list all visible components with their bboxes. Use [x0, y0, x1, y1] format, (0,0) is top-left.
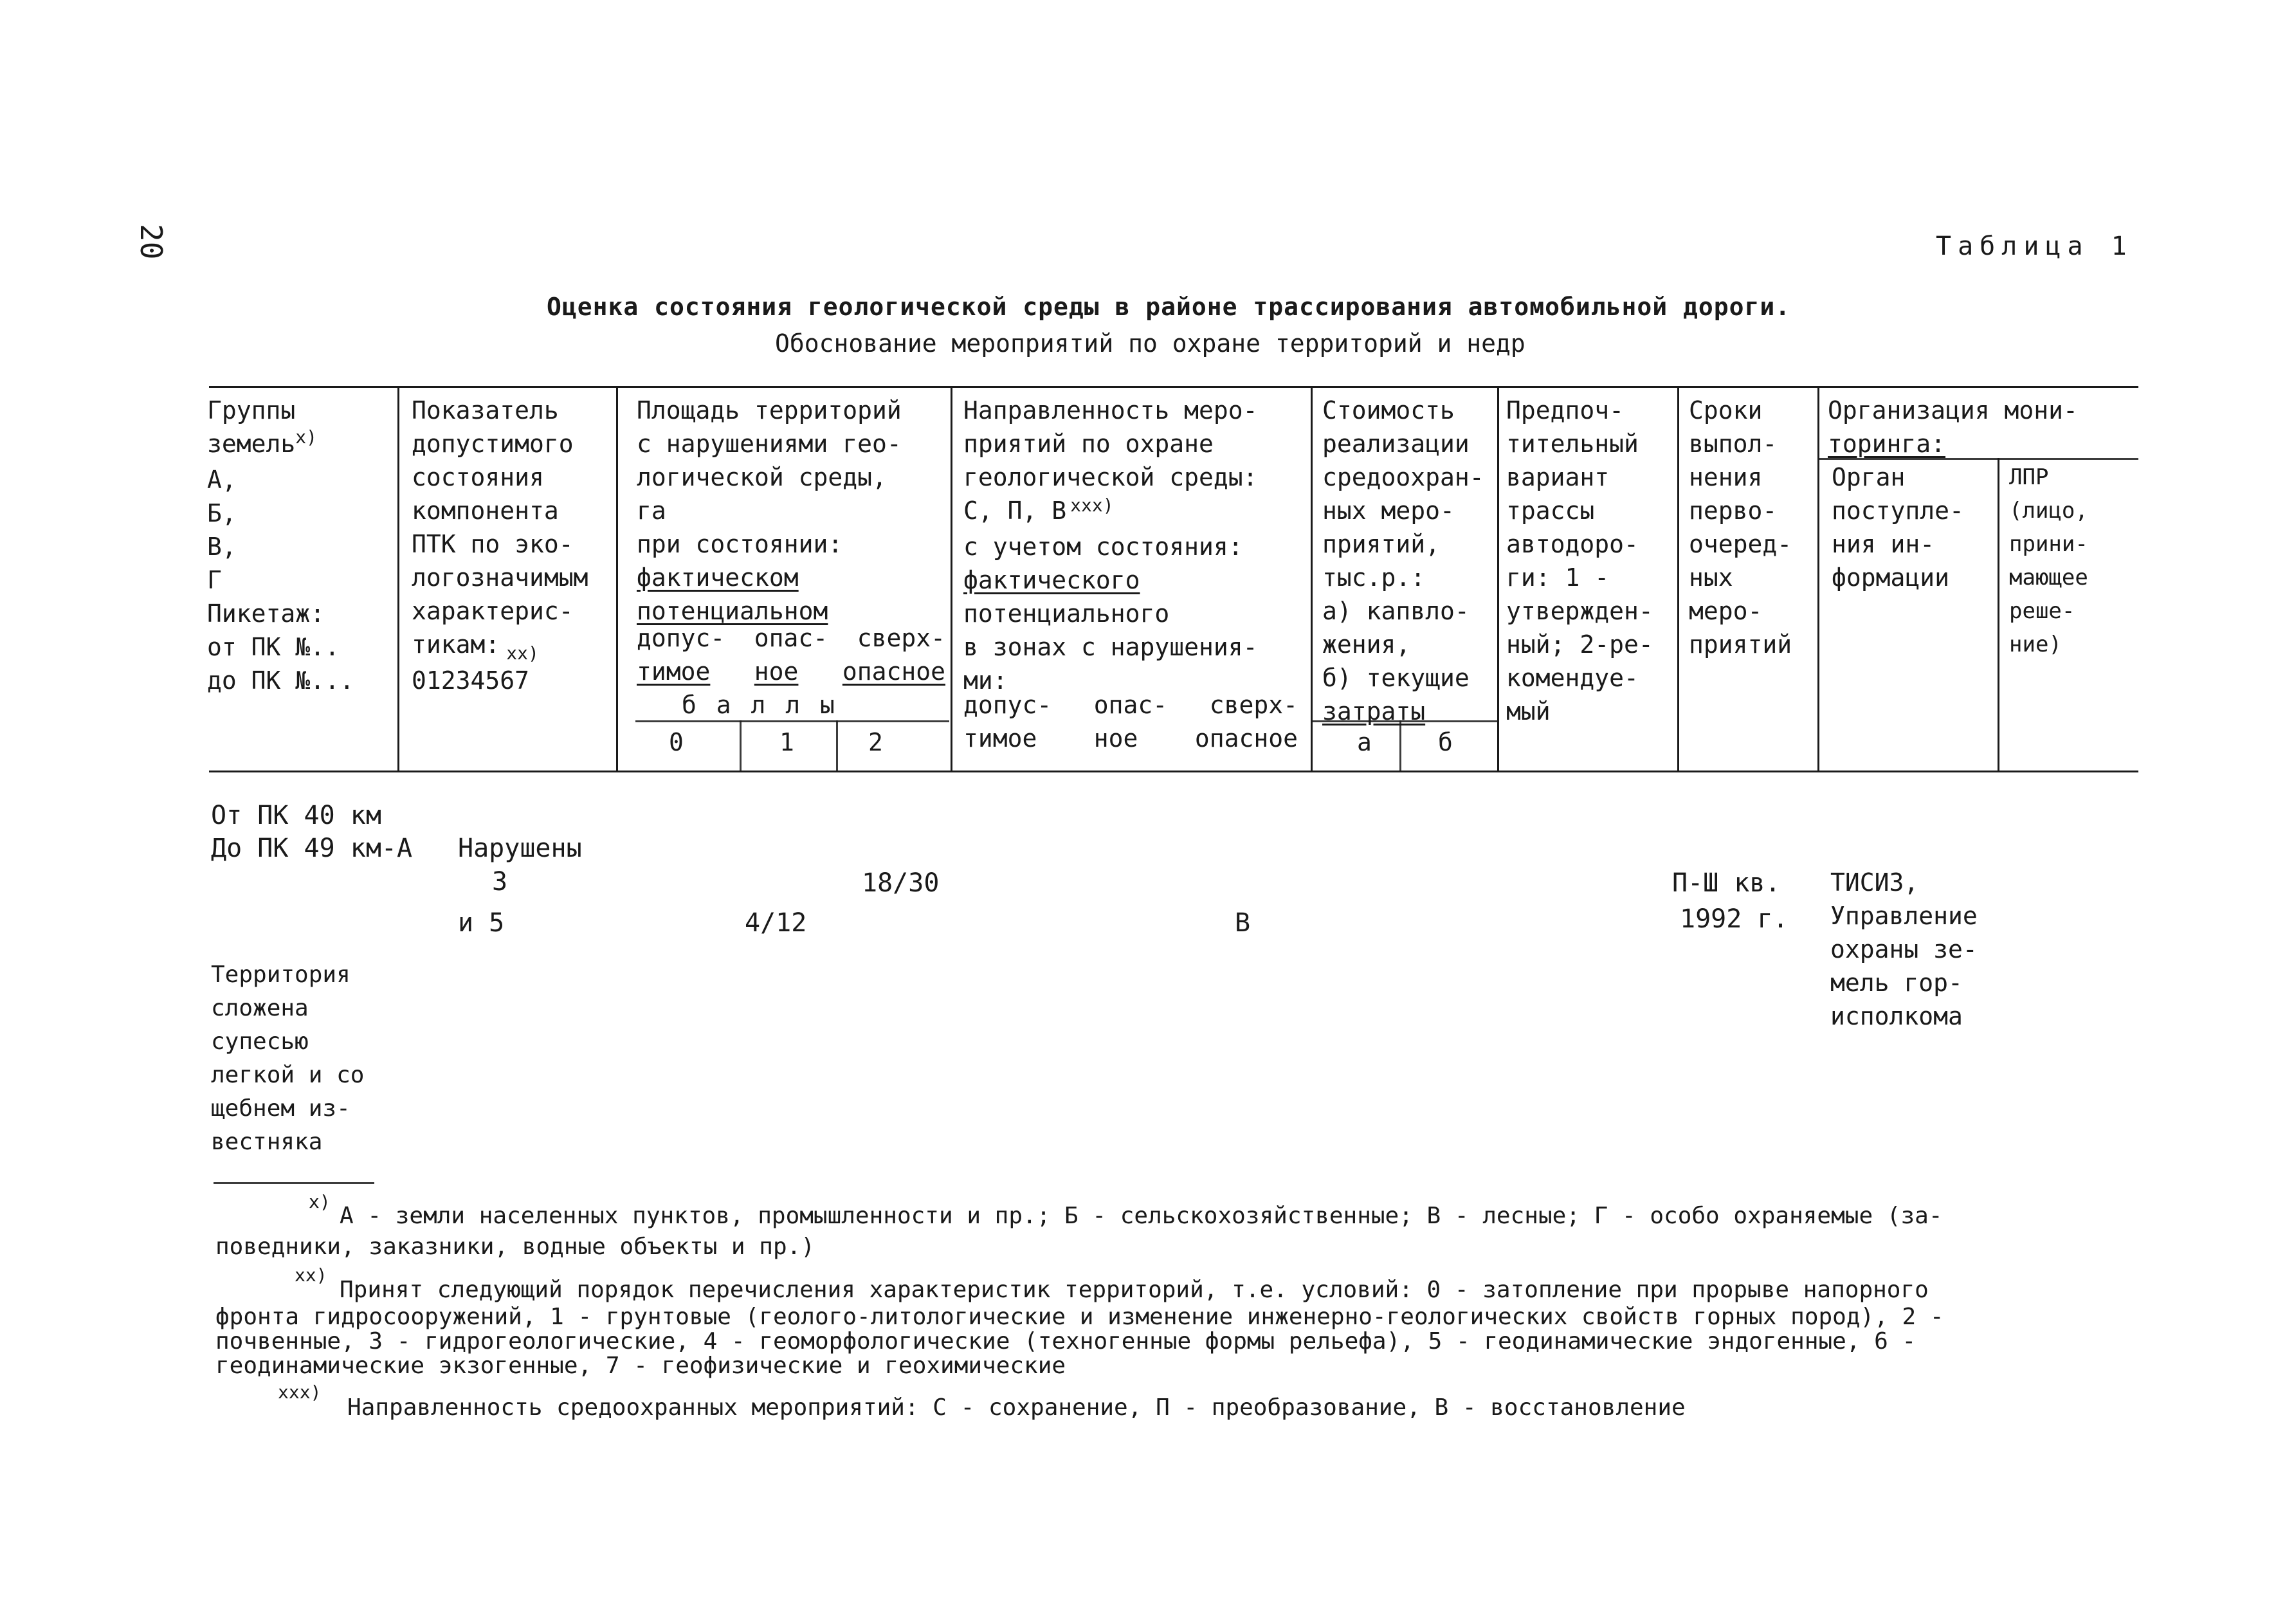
- row-term-quarter: П-Ш кв.: [1672, 868, 1781, 898]
- score-0: 0: [669, 728, 684, 756]
- measures-categories: допус- опас- сверх- тимое ное опасное: [963, 691, 1298, 753]
- footnote-separator: [214, 1182, 374, 1184]
- column-divider: [1817, 386, 1819, 771]
- column-divider: [397, 386, 399, 771]
- footnote-2-line-2: фронта гидросооружений, 1 - грунтовые (геолого-литологические и изменение инженерно-геологических свойств горных пород), 2 -: [215, 1304, 1944, 1330]
- score-divider: [740, 720, 742, 771]
- column-divider: [1311, 386, 1313, 771]
- column-divider: [951, 386, 952, 771]
- footnote-2-line-1: Принят следующий порядок перечисления характеристик территорий, т.е. условий: 0 - затопление при прорыве напорного: [340, 1277, 1929, 1303]
- header-monitoring-info-body: Орган поступле- ния ин- формации: [1832, 463, 1964, 592]
- footnote-2-line-3: почвенные, 3 - гидрогеологические, 4 - геоморфологические (техногенные формы рельефа), 5 - геодинамические эндогенные, 6 -: [215, 1328, 1916, 1355]
- header-cost: Стоимость реализации средоохран- ных меро- приятий, тыс.р.: а) капвло- жения, б) текущие затраты: [1322, 396, 1484, 725]
- row-direction: В: [1235, 908, 1251, 938]
- table-top-border: [209, 386, 2138, 388]
- cost-sub-b: б: [1438, 728, 1453, 756]
- footnote-3-mark: xxx): [278, 1382, 322, 1403]
- column-divider: [616, 386, 618, 771]
- row-violated-3: 3: [492, 867, 508, 897]
- header-monitoring-decision-maker: ЛПР (лицо, прини- мающее реше- ние): [2009, 464, 2088, 657]
- footnote-2-line-4: геодинамические экзогенные, 7 - геофизические и геохимические: [215, 1353, 1066, 1379]
- header-terms: Сроки выпол- нения перво- очеред- ных меро- приятий: [1689, 396, 1792, 659]
- row-description: Территория сложена супесью легкой и со щебнем из- вестняка: [211, 962, 365, 1155]
- column-divider: [1998, 458, 1999, 771]
- table-header-bottom-border: [209, 771, 2138, 772]
- row-violated: Нарушены: [458, 834, 582, 863]
- header-route-variant: Предпоч- тительный вариант трассы автодоро- ги: 1 - утвержден- ный; 2-ре- комендуе- мый: [1506, 396, 1653, 725]
- score-1: 1: [779, 728, 794, 756]
- row-violated-5: и 5: [458, 908, 505, 938]
- footnote-1-line-2: поведники, заказники, водные объекты и пр.): [215, 1234, 815, 1260]
- area-categories: допус- опас- сверх- тимое ное опасное: [637, 624, 945, 686]
- header-measures-direction: Направленность меро- приятий по охране геологической среды: С, П, В $^{xxx)}$ с учетом состояния: фактического потенциального в зонах с нарушения- ми:: [963, 396, 1258, 695]
- row-to: До ПК 49 км-А: [211, 834, 413, 863]
- page-number: 20: [134, 224, 168, 260]
- row-area-potential: 18/30: [862, 868, 940, 898]
- score-2: 2: [868, 728, 883, 756]
- table-label: Таблица 1: [1936, 232, 2133, 261]
- footnote-3-line-1: Направленность средоохранных мероприятий: С - сохранение, П - преобразование, В - восстановление: [347, 1394, 1686, 1421]
- score-divider: [836, 720, 838, 771]
- header-land-groups: Группы земель$^{x)}$ А, Б, В, Г Пикетаж: от ПК №.. до ПК №...: [207, 396, 354, 695]
- column-divider: [1677, 386, 1679, 771]
- header-indicator: Показатель допустимого состояния компонента ПТК по эко- логозначимым характерис- тикам: $_{xx)}$ 01234567: [412, 396, 588, 695]
- header-monitoring: Организация мони- торинга:: [1828, 396, 2078, 458]
- header-disturbed-area: Площадь территорий с нарушениями гео- логической среды, га при состоянии: фактическом потенциальном: [637, 396, 902, 625]
- footnote-1-line-1: А - земли населенных пунктов, промышленности и пр.; Б - сельскохозяйственные; В - лесные; Г - особо охраняемые (за-: [340, 1203, 1943, 1229]
- row-organization: ТИСИЗ, Управление охраны зе- мель гор- исполкома: [1830, 868, 1978, 1030]
- row-term-year: 1992 г.: [1680, 904, 1789, 934]
- row-area-fact: 4/12: [745, 908, 807, 938]
- document-title: Оценка состояния геологической среды в районе трассирования автомобильной дороги.: [547, 293, 1791, 321]
- scores-label: б а л л ы: [682, 691, 837, 719]
- footnote-1-mark: x): [309, 1191, 331, 1212]
- footnote-2-mark: xx): [295, 1264, 327, 1286]
- document-subtitle: Обоснование мероприятий по охране территорий и недр: [775, 329, 1525, 358]
- row-from: От ПК 40 км: [211, 801, 381, 830]
- cost-sub-a: а: [1357, 728, 1372, 756]
- column-divider: [1497, 386, 1499, 771]
